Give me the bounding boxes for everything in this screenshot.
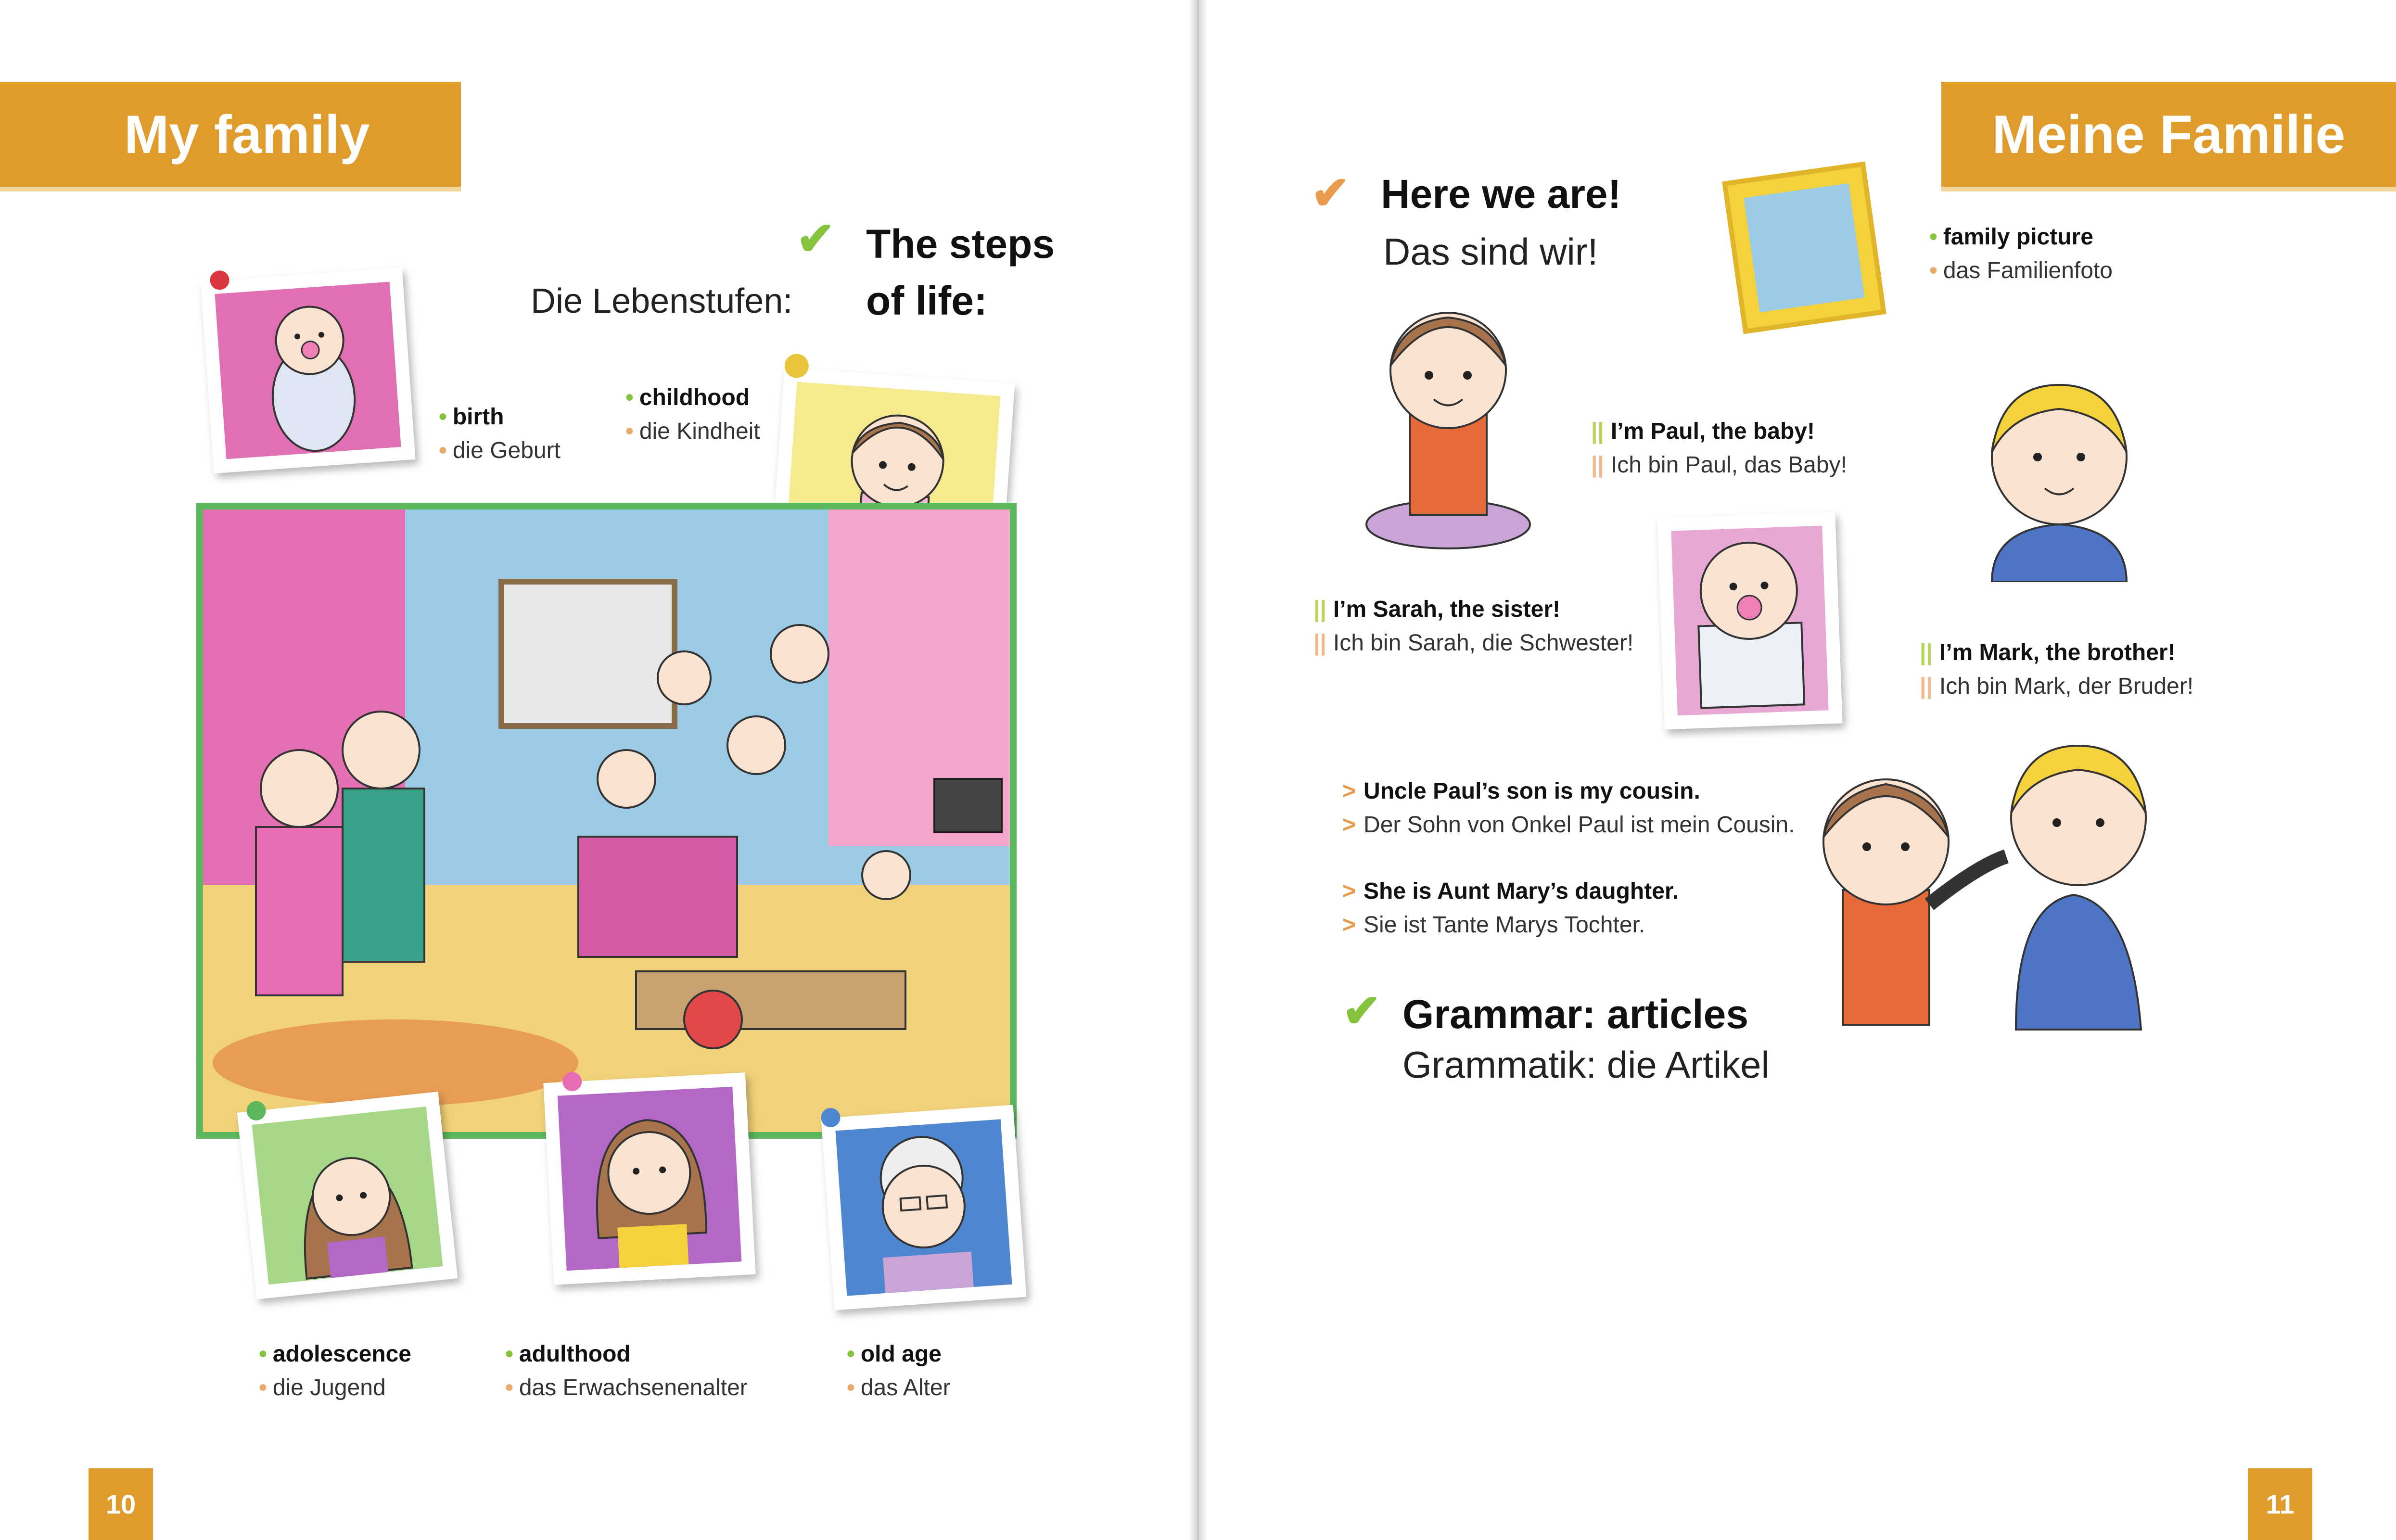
bullet-dot-icon: • <box>847 1375 855 1400</box>
right-page <box>1208 0 2396 1540</box>
family-picture-en: family picture <box>1943 224 2093 250</box>
daughter-de: Sie ist Tante Marys Tochter. <box>1364 912 1645 938</box>
adolescence-en: adolescence <box>272 1341 411 1367</box>
family-photo-image <box>1744 183 1864 312</box>
family-picture-label <box>1929 220 2113 288</box>
here-title-de: Das sind wir! <box>1383 230 1598 273</box>
family-picture-de: das Familienfoto <box>1943 258 2113 283</box>
old-age-de: das Alter <box>860 1375 951 1400</box>
checkmark-icon: ✔ <box>796 213 835 265</box>
teen-illustration <box>252 1107 443 1285</box>
banner-meine-familie <box>1941 82 2396 187</box>
family-picture-frame <box>1722 162 1886 334</box>
bullet-dot-icon: • <box>505 1341 513 1367</box>
double-bar-icon: || <box>1591 419 1604 444</box>
bullet-dot-icon: • <box>259 1341 267 1367</box>
old-age-label <box>847 1337 951 1405</box>
bullet-dot-icon: • <box>505 1375 513 1400</box>
adulthood-photo <box>543 1072 755 1285</box>
adolescence-photo <box>237 1092 458 1299</box>
daughter-en: She is Aunt Mary’s daughter. <box>1364 878 1679 904</box>
sarah-illustration <box>1352 293 1544 553</box>
bullet-dot-icon: • <box>439 404 447 430</box>
old-age-photo <box>821 1105 1027 1311</box>
mark-illustration <box>1973 370 2146 582</box>
adult-illustration <box>558 1087 742 1271</box>
bullet-dot-icon: • <box>1929 258 1937 283</box>
adolescence-de: die Jugend <box>272 1375 386 1400</box>
baby-photo <box>201 267 416 473</box>
birth-de: die Geburt <box>452 438 561 463</box>
double-bar-icon: || <box>1920 674 1933 699</box>
paul-en: I’m Paul, the baby! <box>1610 419 1815 444</box>
left-page <box>0 0 1188 1540</box>
mark-label <box>1920 636 2193 703</box>
arrow-icon: > <box>1342 778 1356 804</box>
adulthood-de: das Erwachsenenalter <box>519 1375 748 1400</box>
bullet-dot-icon: • <box>1929 224 1937 250</box>
arrow-icon: > <box>1342 878 1356 904</box>
paul-baby-illustration <box>1671 526 1828 716</box>
sarah-label <box>1313 593 1633 660</box>
double-bar-icon: || <box>1591 452 1604 478</box>
double-bar-icon: || <box>1313 597 1326 622</box>
grandma-illustration <box>835 1119 1012 1296</box>
family-scene-illustration <box>196 503 1017 1139</box>
pin-icon <box>784 353 809 379</box>
double-bar-icon: || <box>1313 630 1326 656</box>
adolescence-label <box>259 1337 411 1405</box>
childhood-label <box>625 381 760 448</box>
bullet-dot-icon: • <box>625 419 634 444</box>
steps-title-de: Die Lebenstufen: <box>531 282 793 320</box>
old-age-en: old age <box>860 1341 942 1367</box>
childhood-en: childhood <box>639 385 750 410</box>
grammar-title-de: Grammatik: die Artikel <box>1402 1044 1770 1086</box>
siblings-high-five-illustration <box>1795 722 2189 1049</box>
banner-title: Meine Familie <box>1992 104 2345 165</box>
cousin-en: Uncle Paul’s son is my cousin. <box>1364 778 1700 804</box>
arrow-icon: > <box>1342 912 1356 938</box>
grammar-title-en: Grammar: articles <box>1402 992 1749 1037</box>
birth-label <box>439 400 561 468</box>
sarah-de: Ich bin Sarah, die Schwester! <box>1333 630 1634 656</box>
paul-label <box>1591 415 1847 482</box>
steps-title-line2: of life: <box>866 278 987 323</box>
pin-icon <box>209 270 230 291</box>
paul-de: Ich bin Paul, das Baby! <box>1610 452 1847 478</box>
banner-my-family <box>0 82 461 187</box>
cousin-de: Der Sohn von Onkel Paul ist mein Cousin. <box>1364 812 1795 838</box>
book-gutter <box>1188 0 1208 1540</box>
baby-illustration <box>215 282 401 459</box>
birth-en: birth <box>452 404 504 430</box>
bullet-dot-icon: • <box>439 438 447 463</box>
cousin-sentence <box>1342 775 1795 842</box>
steps-title-en <box>866 216 1055 329</box>
living-room-illustration <box>203 509 1010 1132</box>
page-number-left: 10 <box>89 1468 153 1540</box>
sarah-en: I’m Sarah, the sister! <box>1333 597 1561 622</box>
here-title-en: Here we are! <box>1381 171 1621 216</box>
adulthood-en: adulthood <box>519 1341 631 1367</box>
bullet-dot-icon: • <box>847 1341 855 1367</box>
mark-en: I’m Mark, the brother! <box>1939 640 2176 665</box>
banner-title: My family <box>124 104 370 165</box>
bullet-dot-icon: • <box>625 385 634 410</box>
daughter-sentence <box>1342 875 1679 942</box>
adulthood-label <box>505 1337 748 1405</box>
checkmark-icon: ✔ <box>1311 167 1350 219</box>
page-number-right: 11 <box>2248 1468 2312 1540</box>
bullet-dot-icon: • <box>259 1375 267 1400</box>
steps-title-line1: The steps <box>866 221 1055 267</box>
paul-baby-photo <box>1657 512 1842 730</box>
double-bar-icon: || <box>1920 640 1933 665</box>
arrow-icon: > <box>1342 812 1356 838</box>
mark-de: Ich bin Mark, der Bruder! <box>1939 674 2194 699</box>
checkmark-icon: ✔ <box>1342 985 1381 1037</box>
childhood-de: die Kindheit <box>639 419 760 444</box>
